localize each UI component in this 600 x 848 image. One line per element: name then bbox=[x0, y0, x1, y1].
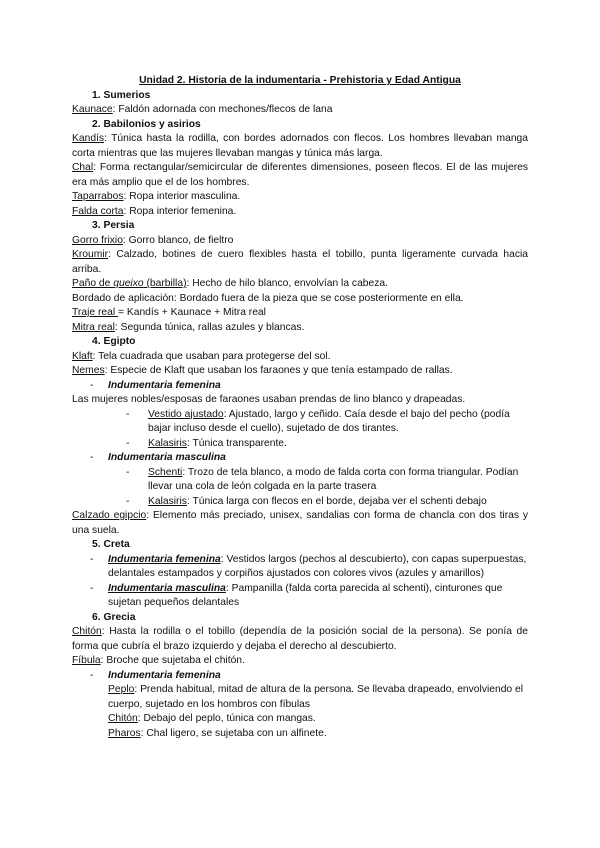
entry-chiton bbox=[72, 625, 528, 654]
entry-kroumir bbox=[72, 248, 528, 277]
definition: : Segunda túnica, rallas azules y blancas. bbox=[114, 321, 305, 333]
entry-creta-femenina bbox=[72, 553, 528, 582]
entry-chiton-2 bbox=[72, 712, 528, 727]
definition: : Ropa interior masculina. bbox=[123, 191, 241, 202]
definition: : Túnica larga con flecos en el borde, dejaba ver el schenti debajo bbox=[186, 495, 487, 507]
entry-kalasiris-1 bbox=[72, 437, 528, 452]
bullet-dash: - bbox=[126, 437, 130, 449]
definition: : Vestidos largos (pechos al descubierto), con capas superpuestas, delantales estampados y corpiños ajustados con colores vivos (azules y amarillos) bbox=[108, 553, 527, 579]
definition: : Elemento más preciado, unisex, sandalias con forma de chancla con dos tiras y una suela. bbox=[72, 510, 528, 536]
entry-vestido-ajustado bbox=[72, 408, 528, 437]
entry-falda-corta bbox=[72, 205, 528, 220]
section-heading-persia: 3. Persia bbox=[92, 220, 135, 231]
section-heading-egipto: 4. Egipto bbox=[92, 336, 136, 347]
definition: : Chal ligero, se sujetaba con un alfinete. bbox=[140, 727, 327, 739]
subheading-gr-femenina bbox=[72, 669, 528, 684]
entry-kandis bbox=[72, 132, 528, 161]
entry-kalasiris-2 bbox=[72, 495, 528, 510]
bullet-dash: - bbox=[90, 553, 94, 565]
definition: : Calzado, botines de cuero flexibles hasta el tobillo, punta ligeramente curvada hacia arriba. bbox=[72, 249, 528, 275]
term: Kandís bbox=[72, 133, 105, 144]
definition: : Forma rectangular/semicircular de diferentes dimensiones, poseen flecos. El de las mujeres era más amplio que el de los hombres. bbox=[72, 162, 528, 188]
term bbox=[72, 278, 187, 289]
subheading-eg-femenina bbox=[72, 379, 528, 394]
entry-pharos bbox=[72, 727, 528, 742]
section-heading-babilonios: 2. Babilonios y asirios bbox=[92, 118, 201, 130]
term: Kroumir bbox=[72, 249, 109, 260]
entry-mitra-real bbox=[72, 321, 528, 336]
bullet-dash: - bbox=[90, 379, 94, 391]
term-part-italic: queixo bbox=[113, 278, 144, 289]
term: Calzado egipcio bbox=[72, 510, 147, 521]
term: Kaunace bbox=[72, 104, 113, 115]
subheading-label: Indumentaria masculina bbox=[108, 452, 226, 463]
term: Kalasiris bbox=[148, 495, 187, 507]
definition: : Especie de Klaft que usaban los faraones y que tenía estampado de rallas. bbox=[104, 365, 453, 376]
definition: : Debajo del peplo, túnica con mangas. bbox=[137, 713, 316, 724]
document-page bbox=[72, 74, 528, 741]
subheading-label: Indumentaria femenina bbox=[108, 379, 221, 391]
term: Mitra real bbox=[72, 321, 115, 333]
term: Chal bbox=[72, 162, 94, 173]
term: Peplo bbox=[108, 684, 135, 695]
definition: : Túnica transparente. bbox=[186, 437, 287, 449]
term: Traje real bbox=[72, 307, 118, 318]
definition: : Hasta la rodilla o el tobillo (dependía de la posición social de la persona). Se ponía de forma que cubría el brazo izquierdo y dejaba el derecho al descubierto. bbox=[72, 626, 528, 652]
definition: = Kandís + Kaunace + Mitra real bbox=[117, 307, 266, 318]
entry-calzado-egipcio bbox=[72, 509, 528, 538]
term: Falda corta bbox=[72, 205, 124, 217]
definition: : Ropa interior femenina. bbox=[123, 205, 237, 217]
subheading-eg-masculina bbox=[72, 451, 528, 466]
term-part: Paño de bbox=[72, 278, 114, 289]
term: Chitón bbox=[108, 713, 138, 724]
entry-schenti bbox=[72, 466, 528, 495]
section-heading-sumerios: 1. Sumerios bbox=[92, 89, 151, 101]
entry-peplo bbox=[72, 683, 528, 712]
entry-klaft bbox=[72, 350, 528, 365]
term: Vestido ajustado bbox=[148, 408, 224, 420]
definition: : Hecho de hilo blanco, envolvían la cabeza. bbox=[186, 278, 388, 289]
entry-pano-de-queixo bbox=[72, 277, 528, 292]
term: Schenti bbox=[148, 466, 183, 478]
section-heading-grecia: 6. Grecia bbox=[92, 611, 136, 623]
term-part: (barbilla) bbox=[143, 278, 187, 289]
subheading-label: Indumentaria femenina bbox=[108, 669, 221, 681]
term: Taparrabos bbox=[72, 191, 124, 202]
entry-bordado: Bordado de aplicación: Bordado fuera de la pieza que se cose posteriormente en ella. bbox=[72, 292, 464, 304]
term: Nemes bbox=[72, 365, 105, 376]
definition: : Ajustado, largo y ceñido. Caía desde el bajo del pecho (podía bajar incluso desde el cuello), sujetado de dos tirantes. bbox=[148, 408, 510, 434]
subheading-label: Indumentaria femenina bbox=[108, 553, 221, 565]
definition: : Tela cuadrada que usaban para protegerse del sol. bbox=[92, 350, 331, 362]
definition: : Broche que sujetaba el chitón. bbox=[100, 655, 245, 666]
term: Pharos bbox=[108, 727, 141, 739]
section-heading-creta: 5. Creta bbox=[92, 539, 130, 550]
bullet-dash: - bbox=[90, 452, 94, 463]
page-title: Unidad 2. Historia de la indumentaria - Prehistoria y Edad Antigua bbox=[139, 75, 461, 86]
bullet-dash: - bbox=[90, 582, 94, 594]
term: Chitón bbox=[72, 626, 102, 637]
entry-nemes bbox=[72, 364, 528, 379]
entry-gorro-frixio bbox=[72, 234, 528, 249]
subheading-label: Indumentaria masculina bbox=[108, 582, 226, 594]
term: Kalasiris bbox=[148, 437, 187, 449]
definition: : Túnica hasta la rodilla, con bordes adornados con flecos. Los hombres llevaban manga corta mientras que las mujeres llevaban mangas y túnica más larga. bbox=[72, 133, 528, 159]
definition: : Trozo de tela blanco, a modo de falda corta con forma triangular. Podían llevar una cola de león colgada en la parte trasera bbox=[148, 466, 519, 492]
definition: : Prenda habitual, mitad de altura de la persona. Se llevaba drapeado, envolviendo el cuerpo, sujetado en los hombros con fíbulas bbox=[108, 684, 524, 710]
bullet-dash: - bbox=[126, 408, 130, 420]
entry-taparrabos bbox=[72, 190, 528, 205]
eg-femenina-intro: Las mujeres nobles/esposas de faraones usaban prendas de lino blanco y drapeadas. bbox=[72, 394, 466, 405]
term: Klaft bbox=[72, 350, 93, 362]
term: Fíbula bbox=[72, 655, 101, 666]
entry-chal bbox=[72, 161, 528, 190]
bullet-dash: - bbox=[126, 466, 130, 478]
definition: : Faldón adornada con mechones/flecos de lana bbox=[112, 104, 333, 115]
definition: : Gorro blanco, de fieltro bbox=[122, 234, 234, 246]
definition: : Pampanilla (falda corta parecida al schenti), cinturones que sujetan pequeños delantales bbox=[108, 582, 503, 608]
term: Gorro frixio bbox=[72, 234, 123, 246]
entry-traje-real bbox=[72, 306, 528, 321]
entry-creta-masculina bbox=[72, 582, 528, 611]
entry-fibula bbox=[72, 654, 528, 669]
entry-kaunace bbox=[72, 103, 528, 118]
bullet-dash: - bbox=[126, 495, 130, 507]
bullet-dash: - bbox=[90, 669, 94, 681]
